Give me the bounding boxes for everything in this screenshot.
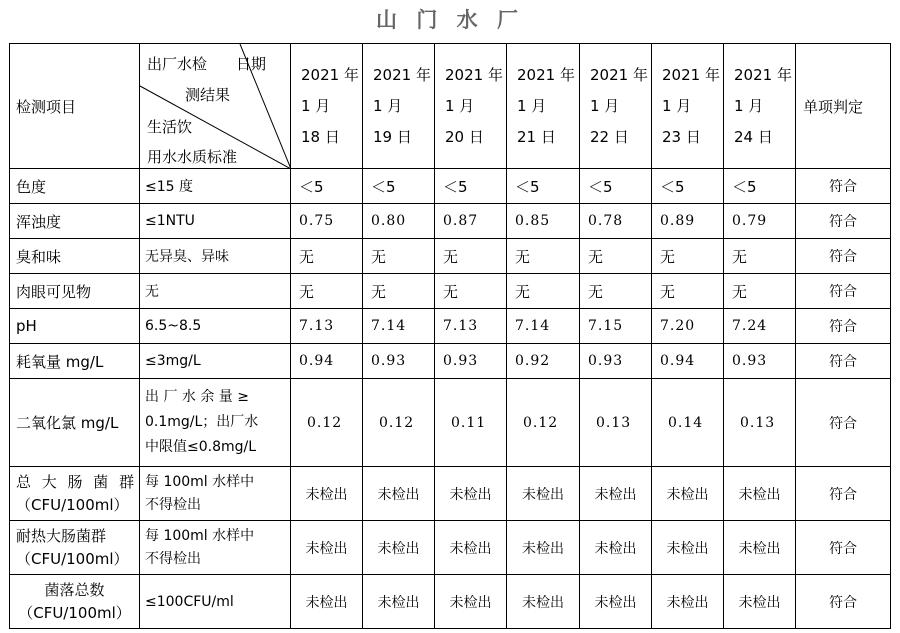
table-row [10, 379, 891, 467]
row-standard: 无异臭、异味 [140, 239, 291, 274]
row-judge: 符合 [796, 575, 891, 629]
row-value: 未检出 [507, 521, 580, 575]
table-row [10, 274, 891, 309]
row-value: 未检出 [363, 575, 435, 629]
header-row [10, 44, 891, 169]
row-item: 总 大 肠 菌 群 （CFU/100ml） [10, 467, 140, 521]
row-value: 无 [363, 239, 435, 274]
row-judge: 符合 [796, 344, 891, 379]
row-value: ＜5 [363, 169, 435, 204]
date-header: 2021 年 1 月 23 日 [652, 44, 724, 169]
row-standard: 6.5~8.5 [140, 309, 291, 344]
diag-label-top1: 出厂水检 [147, 55, 208, 73]
table-row [10, 575, 891, 629]
date-header: 2021 年 1 月 21 日 [507, 44, 580, 169]
row-value: 无 [435, 239, 507, 274]
row-value: 7.14 [507, 309, 580, 344]
row-standard: ≤100CFU/ml [140, 575, 291, 629]
row-value: 无 [580, 274, 652, 309]
header-diagonal-cell [140, 44, 291, 169]
row-value: 0.92 [507, 344, 580, 379]
row-value: 无 [291, 239, 363, 274]
row-standard: 每 100ml 水样中 不得检出 [140, 467, 291, 521]
row-value: 未检出 [291, 521, 363, 575]
row-value: 未检出 [724, 575, 796, 629]
row-item: 浑浊度 [10, 204, 140, 239]
date-header: 2021 年 1 月 24 日 [724, 44, 796, 169]
row-judge: 符合 [796, 467, 891, 521]
row-standard: 每 100ml 水样中 不得检出 [140, 521, 291, 575]
page-title: 山 门 水 厂 [376, 8, 524, 32]
row-value: 7.13 [435, 309, 507, 344]
row-item: 菌落总数 （CFU/100ml） [10, 575, 140, 629]
table-row [10, 204, 891, 239]
row-item: 臭和味 [10, 239, 140, 274]
row-value: 未检出 [580, 467, 652, 521]
row-value: 0.75 [291, 204, 363, 239]
water-quality-table [9, 43, 891, 629]
row-value: 未检出 [724, 467, 796, 521]
row-value: 无 [652, 239, 724, 274]
header-judge: 单项判定 [796, 44, 891, 169]
row-judge: 符合 [796, 169, 891, 204]
row-judge: 符合 [796, 204, 891, 239]
row-value: 未检出 [652, 521, 724, 575]
row-item: 色度 [10, 169, 140, 204]
table-row [10, 239, 891, 274]
date-header: 2021 年 1 月 20 日 [435, 44, 507, 169]
row-value: 无 [724, 239, 796, 274]
row-value: 未检出 [435, 467, 507, 521]
row-value: 未检出 [363, 521, 435, 575]
row-value: 未检出 [363, 467, 435, 521]
row-value: 0.13 [724, 379, 796, 467]
row-value: 0.78 [580, 204, 652, 239]
row-judge: 符合 [796, 239, 891, 274]
header-item: 检测项目 [10, 44, 140, 169]
row-item: pH [10, 309, 140, 344]
row-value: 0.79 [724, 204, 796, 239]
row-value: 无 [435, 274, 507, 309]
row-value: 未检出 [580, 521, 652, 575]
row-standard: 无 [140, 274, 291, 309]
row-value: 未检出 [435, 575, 507, 629]
row-value: 未检出 [652, 467, 724, 521]
table-row [10, 521, 891, 575]
row-value: 0.12 [507, 379, 580, 467]
diag-label-bot2: 用水水质标准 [147, 148, 238, 166]
row-value: ＜5 [507, 169, 580, 204]
date-header: 2021 年 1 月 19 日 [363, 44, 435, 169]
row-item: 二氧化氯 mg/L [10, 379, 140, 467]
table-row [10, 169, 891, 204]
row-value: 0.13 [580, 379, 652, 467]
row-item: 肉眼可见物 [10, 274, 140, 309]
row-judge: 符合 [796, 274, 891, 309]
row-value: 未检出 [724, 521, 796, 575]
row-value: 0.93 [363, 344, 435, 379]
row-value: 0.11 [435, 379, 507, 467]
row-item: 耗氧量 mg/L [10, 344, 140, 379]
row-value: 未检出 [507, 467, 580, 521]
row-value: 未检出 [652, 575, 724, 629]
row-judge: 符合 [796, 309, 891, 344]
row-value: 0.94 [652, 344, 724, 379]
date-header: 2021 年 1 月 22 日 [580, 44, 652, 169]
row-value: 无 [507, 239, 580, 274]
row-value: 未检出 [435, 521, 507, 575]
row-value: 0.93 [724, 344, 796, 379]
row-value: 无 [724, 274, 796, 309]
row-value: 0.87 [435, 204, 507, 239]
row-value: 7.14 [363, 309, 435, 344]
row-value: 0.94 [291, 344, 363, 379]
date-header: 2021 年 1 月 18 日 [291, 44, 363, 169]
row-item: 耐热大肠菌群 （CFU/100ml） [10, 521, 140, 575]
row-judge: 符合 [796, 521, 891, 575]
row-value: 无 [580, 239, 652, 274]
diag-label-bot1: 生活饮 [147, 118, 193, 136]
row-value: 0.93 [435, 344, 507, 379]
row-value: ＜5 [652, 169, 724, 204]
row-standard: ≤15 度 [140, 169, 291, 204]
row-value: 0.14 [652, 379, 724, 467]
row-value: 7.15 [580, 309, 652, 344]
row-value: ＜5 [724, 169, 796, 204]
row-value: ＜5 [291, 169, 363, 204]
row-standard: 出 厂 水 余 量 ≥ 0.1mg/L；出厂水 中限值≤0.8mg/L [140, 379, 291, 467]
row-judge: 符合 [796, 379, 891, 467]
row-value: 7.20 [652, 309, 724, 344]
row-value: 无 [652, 274, 724, 309]
row-value: 未检出 [291, 467, 363, 521]
table-row [10, 467, 891, 521]
row-value: 0.12 [291, 379, 363, 467]
row-value: 0.93 [580, 344, 652, 379]
row-value: 7.24 [724, 309, 796, 344]
diag-label-mid: 测结果 [185, 86, 231, 104]
row-value: 0.80 [363, 204, 435, 239]
row-value: 无 [507, 274, 580, 309]
row-standard: ≤1NTU [140, 204, 291, 239]
row-value: 7.13 [291, 309, 363, 344]
row-value: 无 [363, 274, 435, 309]
row-value: ＜5 [435, 169, 507, 204]
row-value: 0.85 [507, 204, 580, 239]
row-value: ＜5 [580, 169, 652, 204]
table-row [10, 344, 891, 379]
row-value: 未检出 [291, 575, 363, 629]
row-standard: ≤3mg/L [140, 344, 291, 379]
table-row [10, 309, 891, 344]
diag-label-top2: 日期 [236, 55, 267, 73]
row-value: 0.12 [363, 379, 435, 467]
row-value: 0.89 [652, 204, 724, 239]
row-value: 未检出 [507, 575, 580, 629]
row-value: 未检出 [580, 575, 652, 629]
row-value: 无 [291, 274, 363, 309]
